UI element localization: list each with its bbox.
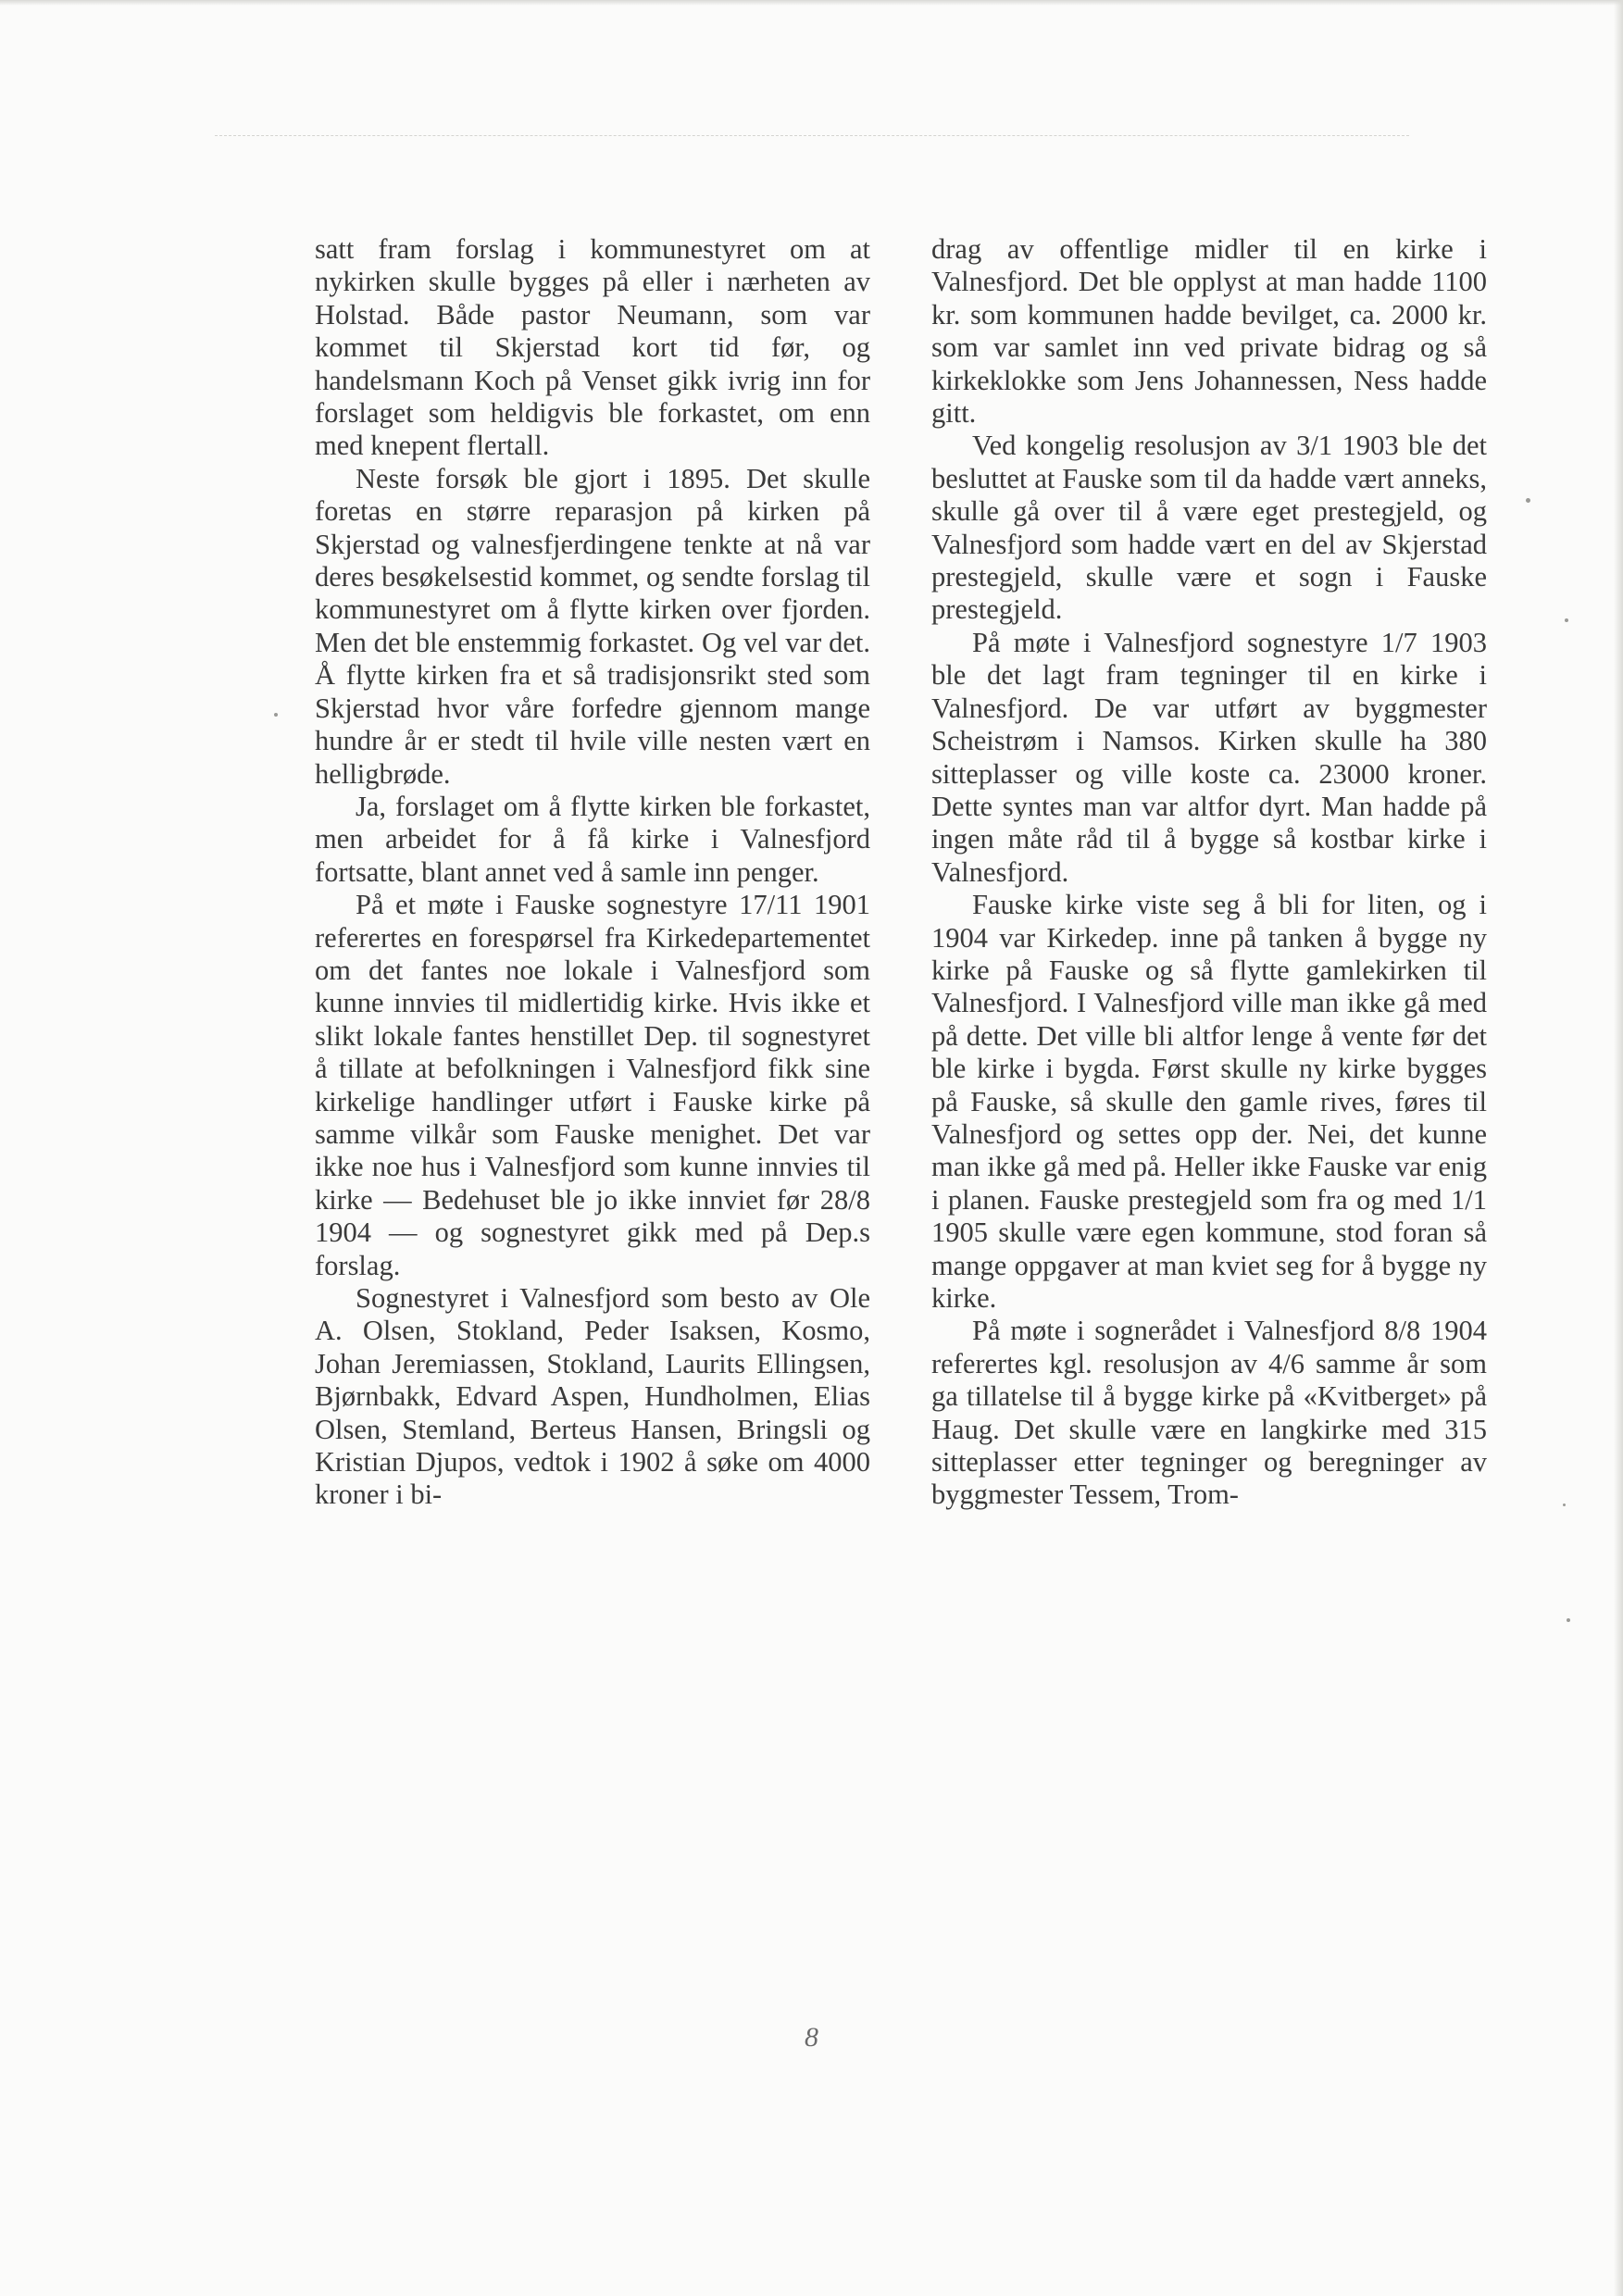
paragraph: Neste forsøk ble gjort i 1895. Det skulle foretas en større reparasjon på kirken på Skjerstad og valnesfjerdingene tenkte at nå var deres besøkelsestid kommet, og sendte forslag til kommunestyret om å flytte kirken over fjorden. Men det ble enstemmig forkastet. Og vel var det. Å flytte kirken fra et så tradisjonsrikt sted som Skjerstad hvor våre forfedre gjennom mange hundre år er stedt til hvile ville nesten vært en helligbrøde. <box>315 462 870 790</box>
paragraph: drag av offentlige midler til en kirke i Valnesfjord. Det ble opplyst at man hadde 1100 kr. som kommunen hadde bevilget, ca. 2000 kr. som var samlet inn ved private bidrag og så kirkeklokke som Jens Johannessen, Ness hadde gitt. <box>931 233 1487 430</box>
paragraph: Sognestyret i Valnesfjord som besto av Ole A. Olsen, Stokland, Peder Isaksen, Kosmo, Johan Jeremiassen, Stokland, Laurits Ellingsen, Bjørnbakk, Edvard Aspen, Hundholmen, Elias Olsen, Stemland, Berteus Hansen, Bringsli og Kristian Djupos, vedtok i 1902 å søke om 4000 kroner i bi- <box>315 1282 870 1511</box>
scan-edge-top <box>0 0 1623 6</box>
scan-speck <box>1563 1504 1566 1506</box>
paragraph: På møte i Valnesfjord sognestyre 1/7 1903 ble det lagt fram tegninger til en kirke i Valnesfjord. De var utført av byggmester Scheistrøm i Namsos. Kirken skulle ha 380 sitteplasser og ville koste ca. 23000 kroner. Dette syntes man var altfor dyrt. Man hadde på ingen måte råd til å bygge så kostbar kirke i Valnesfjord. <box>931 626 1487 888</box>
paragraph: Ja, forslaget om å flytte kirken ble forkastet, men arbeidet for å få kirke i Valnesfjord fortsatte, blant annet ved å samle inn penger. <box>315 790 870 888</box>
left-column <box>315 233 870 1512</box>
paragraph: På møte i sognerådet i Valnesfjord 8/8 1904 referertes kgl. resolusjon av 4/6 samme år som ga tillatelse til å bygge kirke på «Kvitberget» på Haug. Det skulle være en langkirke med 315 sitteplasser etter tegninger og beregninger av byggmester Tessem, Trom- <box>931 1315 1487 1511</box>
scan-speck <box>1567 1618 1570 1622</box>
header-rule <box>215 135 1409 136</box>
scan-speck <box>274 713 278 717</box>
paragraph: På et møte i Fauske sognestyre 17/11 1901 referertes en forespørsel fra Kirkedepartementet om det fantes noe lokale i Valnesfjord som kunne innvies til midlertidig kirke. Hvis ikke et slikt lokale fantes henstillet Dep. til sognestyret å tillate at befolkningen i Valnesfjord fikk sine kirkelige handlinger utført i Fauske kirke på samme vilkår som Fauske menighet. Det var ikke noe hus i Valnesfjord som kunne innvies til kirke — Bedehuset ble jo ikke innviet før 28/8 1904 — og sognestyret gikk med på Dep.s forslag. <box>315 889 870 1281</box>
paragraph: satt fram forslag i kommunestyret om at nykirken skulle bygges på eller i nærheten av Holstad. Både pastor Neumann, som var kommet til Skjerstad kort tid før, og handelsmann Koch på Venset gikk ivrig inn for forslaget som heldigvis ble forkastet, om enn med knepent flertall. <box>315 233 870 462</box>
right-column <box>931 233 1487 1512</box>
scan-speck <box>1565 618 1568 622</box>
page-number: 8 <box>805 2022 818 2053</box>
scan-speck <box>1526 498 1530 503</box>
paragraph: Fauske kirke viste seg å bli for liten, og i 1904 var Kirkedep. inne på tanken å bygge ny kirke på Fauske og så flytte gamlekirken til Valnesfjord. I Valnesfjord ville man ikke gå med på dette. Det ville bli altfor lenge å vente før det ble kirke i bygda. Først skulle ny kirke bygges på Fauske, så skulle den gamle rives, føres til Valnesfjord og settes opp der. Nei, det kunne man ikke gå med på. Heller ikke Fauske var enig i planen. Fauske prestegjeld som fra og med 1/1 1905 skulle være egen kommune, stod foran så mange oppgaver at man kviet seg for å bygge ny kirke. <box>931 889 1487 1314</box>
scan-edge-right <box>1614 0 1623 2296</box>
paragraph: Ved kongelig resolusjon av 3/1 1903 ble det besluttet at Fauske som til da hadde vært anneks, skulle gå over til å være eget prestegjeld, og Valnesfjord som hadde vært en del av Skjerstad prestegjeld, skulle være et sogn i Fauske prestegjeld. <box>931 430 1487 626</box>
